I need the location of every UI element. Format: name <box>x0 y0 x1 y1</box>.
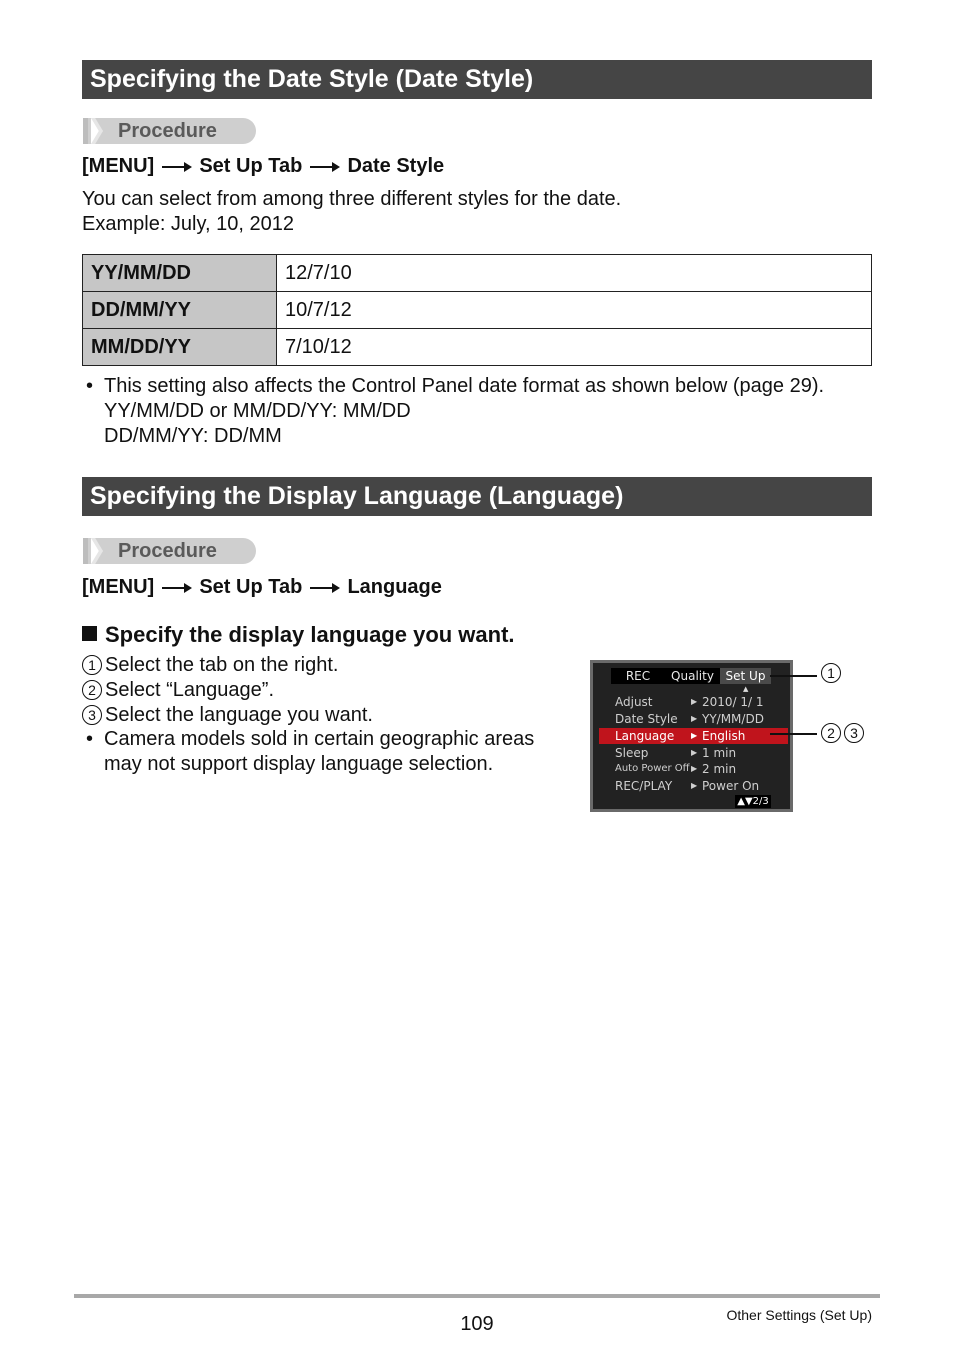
table-cell-example: 7/10/12 <box>277 329 872 366</box>
path-step-tab: Set Up Tab <box>199 576 303 598</box>
table-cell-example: 12/7/10 <box>277 255 872 292</box>
note-line-1: Camera models sold in certain geographic areas <box>104 728 535 750</box>
camera-menu-row: Auto Power Off ▶ 2 min <box>615 762 737 776</box>
callout-line <box>770 675 817 677</box>
step-3 <box>82 703 373 728</box>
caret-icon: ▶ <box>691 764 698 773</box>
camera-tab-rec: REC <box>625 669 651 683</box>
caret-icon: ▶ <box>691 748 698 757</box>
table-cell-example: 10/7/12 <box>277 292 872 329</box>
path-step-menu: [MENU] <box>82 155 155 177</box>
circled-number: 1 <box>82 655 102 675</box>
callout-label-1 <box>821 662 844 685</box>
table-row <box>83 292 872 329</box>
table-cell-style: MM/DD/YY <box>83 329 277 366</box>
menu-path <box>82 574 442 600</box>
table-row <box>83 329 872 366</box>
table-row <box>83 255 872 292</box>
bullet-icon: • <box>86 375 94 397</box>
camera-menu-row-selected: Language ▶ English <box>599 728 788 744</box>
circled-number: 3 <box>82 705 102 725</box>
section-title-language: Specifying the Display Language (Language) <box>82 477 872 516</box>
step-1 <box>82 653 339 678</box>
caret-icon: ▶ <box>691 731 698 740</box>
step-text: Select the language you want. <box>105 704 373 726</box>
camera-menu-list <box>593 691 788 801</box>
bullet-icon: • <box>86 728 94 750</box>
circled-number: 1 <box>821 663 841 683</box>
camera-menu-row: Sleep ▶ 1 min <box>615 746 737 760</box>
procedure-label: Procedure <box>118 540 217 562</box>
camera-menu-screenshot <box>590 660 793 812</box>
callout-label-2-3 <box>821 722 867 745</box>
circled-number: 2 <box>82 680 102 700</box>
procedure-label: Procedure <box>118 120 217 142</box>
square-bullet-icon <box>82 626 97 641</box>
step-2 <box>82 678 274 703</box>
intro-line-2: Example: July, 10, 2012 <box>82 213 294 235</box>
table-cell-style: DD/MM/YY <box>83 292 277 329</box>
date-style-table <box>82 254 872 366</box>
intro-line-1: You can select from among three different styles for the date. <box>82 188 622 210</box>
camera-tab-quality: Quality <box>671 669 714 683</box>
note-line-3: DD/MM/YY: DD/MM <box>104 425 282 447</box>
arrow-right-icon <box>160 153 194 179</box>
section-title-date-style: Specifying the Date Style (Date Style) <box>82 60 872 99</box>
path-step-menu: [MENU] <box>82 576 155 598</box>
path-step-tab: Set Up Tab <box>199 155 303 177</box>
camera-menu-row: Adjust ▶ 2010/ 1/ 1 <box>615 695 764 709</box>
procedure-badge <box>83 118 256 144</box>
footer-divider <box>74 1294 880 1298</box>
circled-number: 2 <box>821 723 841 743</box>
path-step-item: Language <box>347 576 442 598</box>
page-indicator: ▲▼2/3 <box>735 795 771 808</box>
callout-line <box>770 733 817 735</box>
step-text: Select “Language”. <box>105 679 275 701</box>
caret-icon: ▶ <box>691 697 698 706</box>
arrow-right-icon <box>308 153 342 179</box>
table-cell-style: YY/MM/DD <box>83 255 277 292</box>
footer-section-label: Other Settings (Set Up) <box>726 1307 872 1323</box>
caret-icon: ▶ <box>691 714 698 723</box>
path-step-item: Date Style <box>347 155 445 177</box>
arrow-right-icon <box>160 574 194 600</box>
step-heading <box>82 622 515 648</box>
note-line-2: YY/MM/DD or MM/DD/YY: MM/DD <box>104 400 411 422</box>
caret-icon: ▶ <box>691 781 698 790</box>
camera-menu-row: REC/PLAY ▶ Power On <box>615 779 760 793</box>
page-number: 109 <box>460 1313 494 1335</box>
scroll-up-icon: ▲ <box>743 685 749 693</box>
note-line-1: This setting also affects the Control Panel date format as shown below (page 29). <box>104 375 825 397</box>
procedure-badge <box>83 538 256 564</box>
camera-menu-row: Date Style ▶ YY/MM/DD <box>615 712 764 726</box>
camera-tab-setup: Set Up <box>720 668 771 684</box>
circled-number: 3 <box>844 723 864 743</box>
menu-path <box>82 153 444 179</box>
note-line-2: may not support display language selection. <box>104 753 494 775</box>
camera-tab-bar <box>611 668 771 684</box>
step-text: Select the tab on the right. <box>105 654 339 676</box>
step-heading-text: Specify the display language you want. <box>105 622 515 647</box>
arrow-right-icon <box>308 574 342 600</box>
